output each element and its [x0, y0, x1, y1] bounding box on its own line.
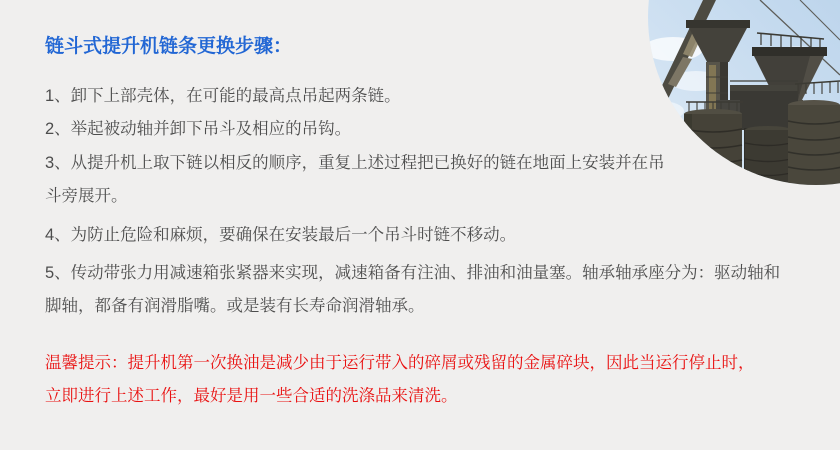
photo-float-spacer	[675, 33, 783, 163]
step-item-1: 1、卸下上部壳体，在可能的最高点吊起两条链。	[45, 87, 401, 105]
step-item-5: 5、传动带张力用减速箱张紧器来实现，减速箱备有注油、排油和油量塞。轴承轴承座分为：驱动轴和脚轴，都备有润滑脂嘴。或是装有长寿命润滑轴承。	[45, 264, 781, 315]
page-title: 链斗式提升机链条更换步骤：	[45, 36, 293, 57]
step-item-4: 4、为防止危险和麻烦，要确保在安装最后一个吊斗时链不移动。	[45, 226, 517, 244]
step-item-2: 2、举起被动轴并卸下吊斗及相应的吊钩。	[45, 120, 352, 138]
step-item-3: 3、从提升机上取下链以相反的顺序，重复上述过程把已换好的链在地面上安装并在吊斗旁展开。	[45, 154, 665, 205]
warm-tip: 温馨提示：提升机第一次换油是减少由于运行带入的碎屑或残留的金属碎块，因此当运行停止时，立即进行上述工作，最好是用一些合适的洗涤品来清洗。	[45, 354, 755, 405]
